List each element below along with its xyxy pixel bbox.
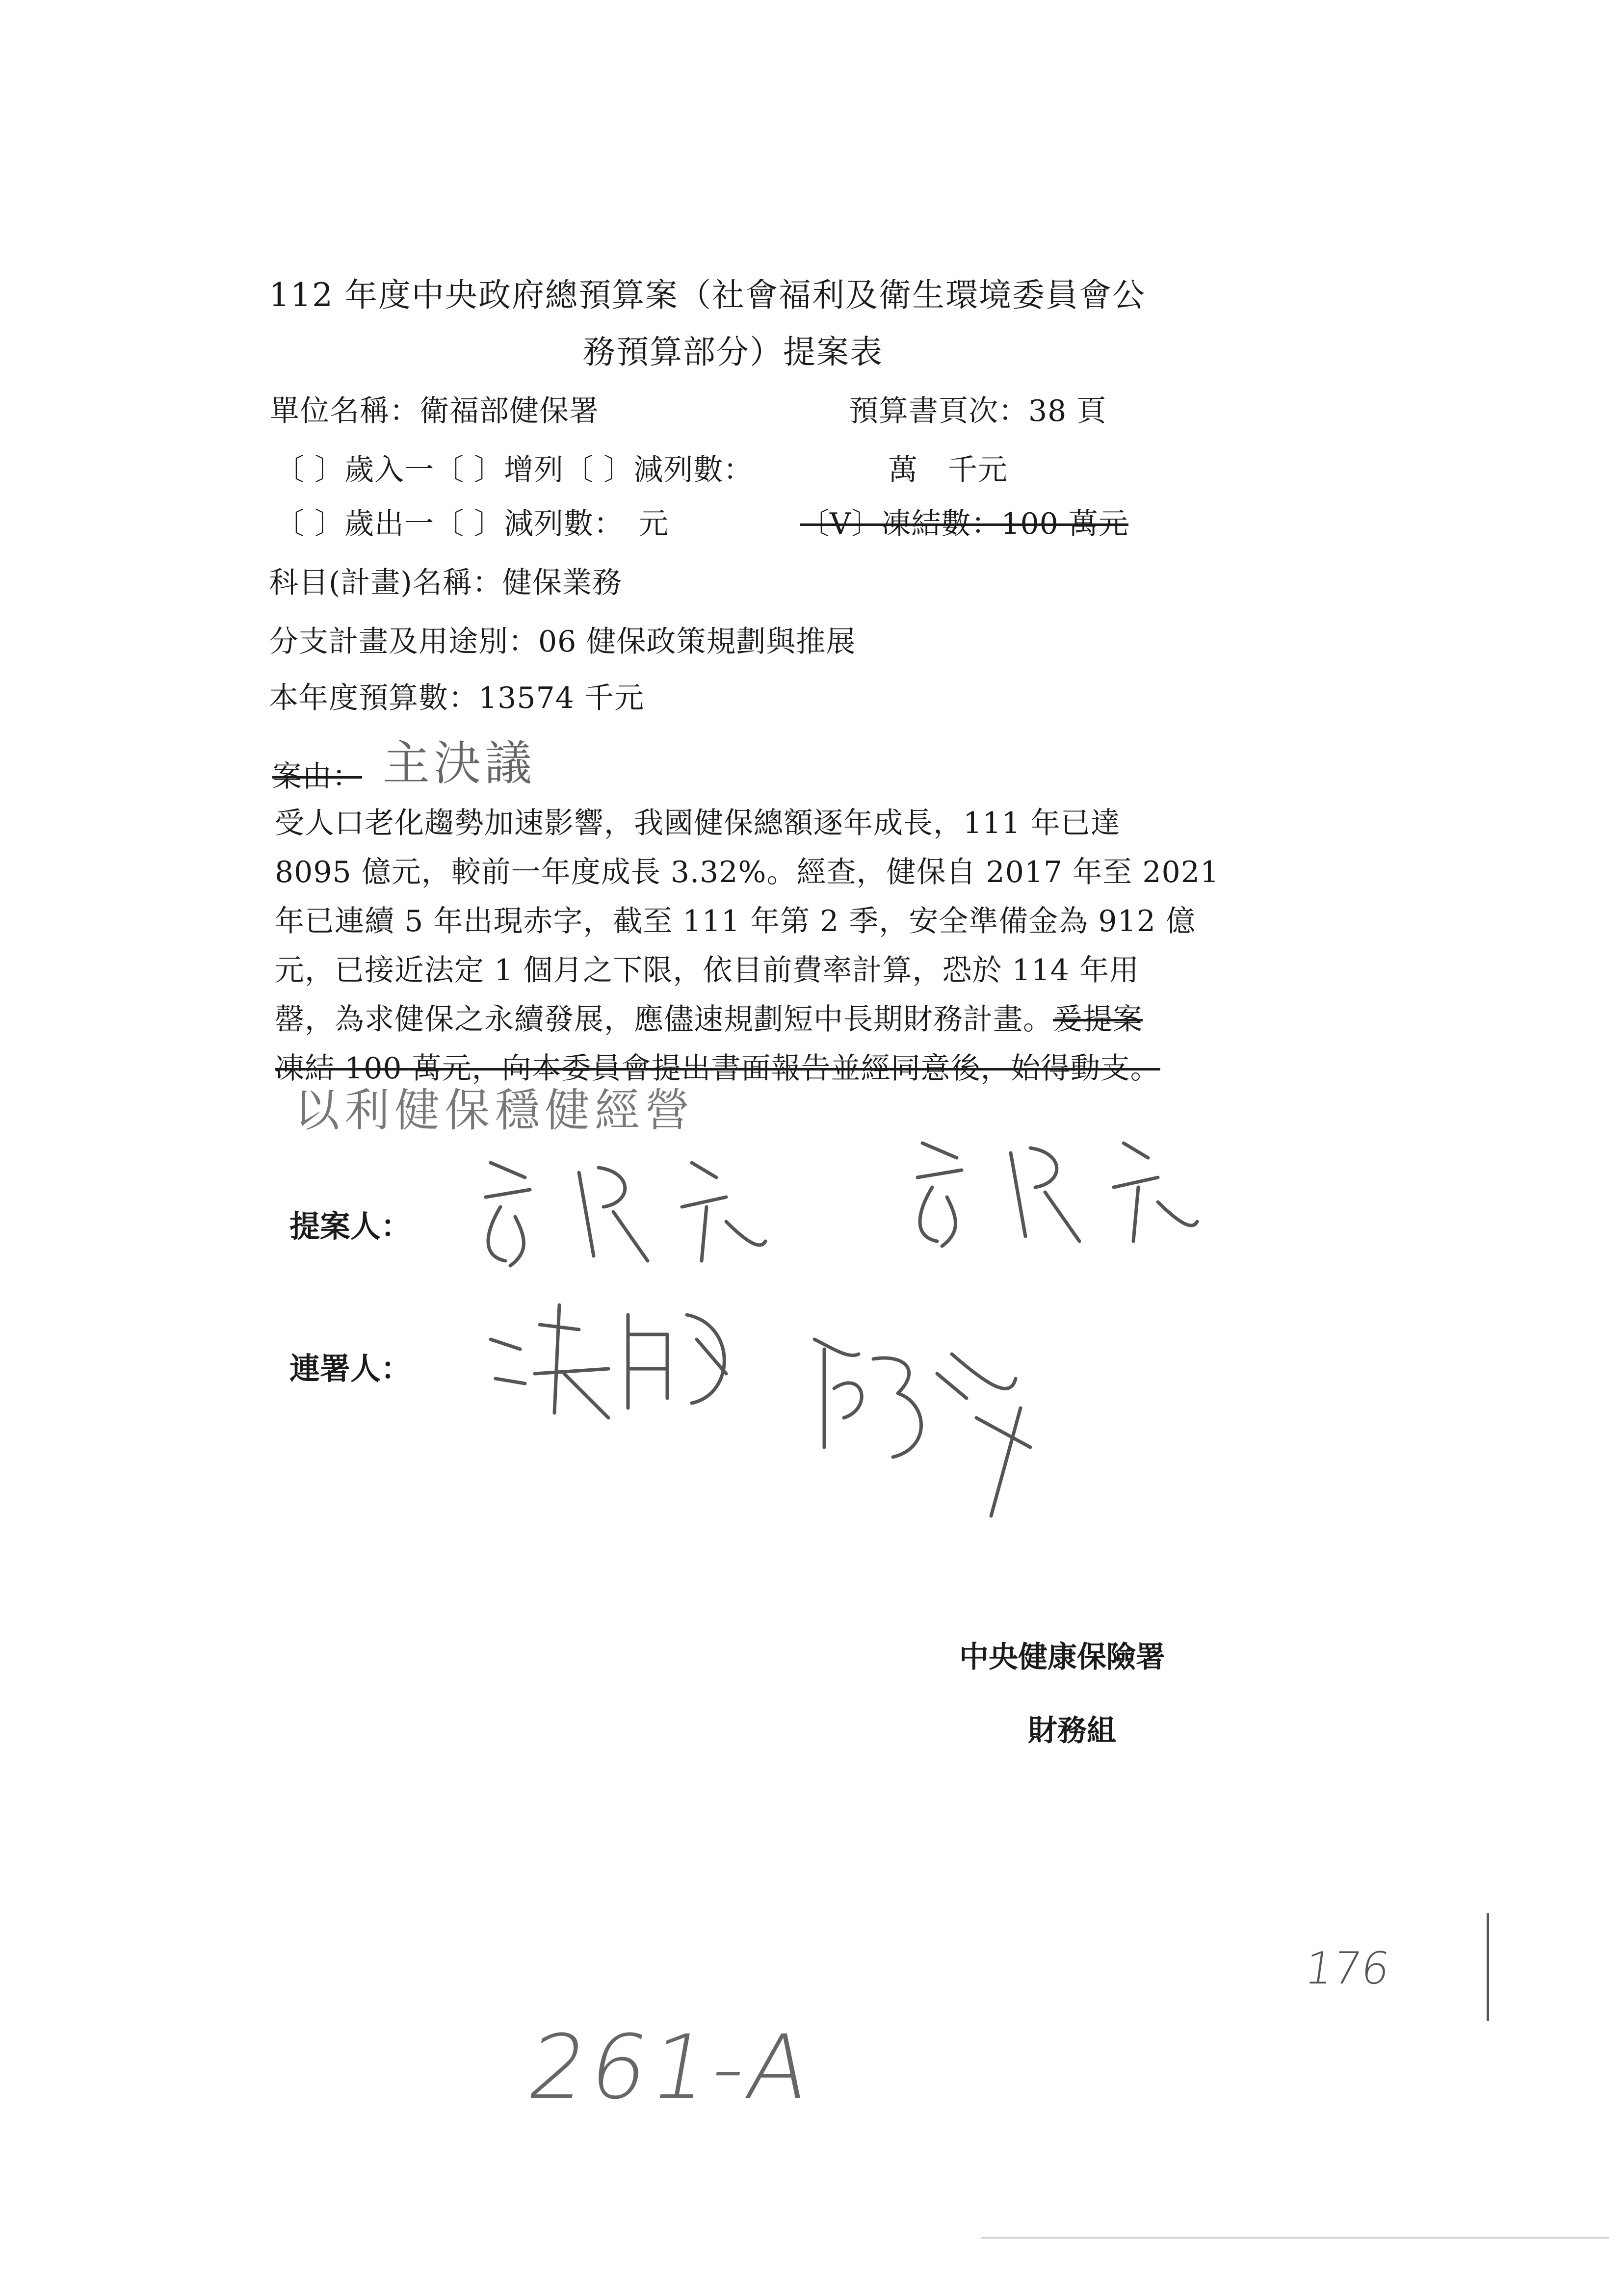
document-title-line2: 務預算部分）提案表 (583, 333, 883, 371)
scan-edge-line (981, 2237, 1609, 2239)
cosigner-signature-2 (805, 1320, 1060, 1516)
budget-amount-field: 本年度預算數：13574 千元 (269, 681, 644, 715)
reason-line-5 (275, 996, 1143, 1038)
reason-line-4: 元，已接近法定 1 個月之下限，依目前費率計算，恐於 114 年用 (275, 953, 1139, 988)
proposer-signature-1 (471, 1143, 775, 1271)
margin-mark (1487, 1913, 1489, 2021)
revenue-unit: 萬 千元 (888, 453, 1008, 487)
subject-field: 科目(計畫)名稱：健保業務 (269, 566, 622, 600)
document-title-line1: 112 年度中央政府總預算案（社會福利及衛生環境委員會公 (269, 276, 1146, 314)
handwritten-addition: 以利健保穩健經營 (294, 1084, 695, 1137)
handwritten-doc-code: 261-A (521, 2016, 823, 2119)
revenue-field: 〔 〕歲入一〔 〕增列〔 〕減列數： (275, 453, 754, 487)
expenditure-field: 〔 〕歲出一〔 〕減列數： 元 (275, 507, 669, 541)
proposer-label: 提案人： (289, 1208, 412, 1244)
reason-label-struck: 案由： (272, 759, 362, 794)
cosigner-label: 連署人： (289, 1351, 412, 1386)
sub-plan-field: 分支計畫及用途別：06 健保政策規劃與推展 (269, 625, 856, 659)
footer-organization: 中央健康保險署 (959, 1640, 1165, 1674)
reason-line-5-text: 罄，為求健保之永續發展，應儘速規劃短中長期財務計畫。 (275, 1002, 1053, 1037)
handwritten-page-number: 176 (1301, 1943, 1393, 1994)
budget-page-field: 預算書頁次：38 頁 (849, 394, 1107, 428)
unit-name-field: 單位名稱：衛福部健保署 (270, 394, 599, 428)
reason-line-5-struck: 爰提案 (1053, 1002, 1143, 1037)
reason-line-1: 受人口老化趨勢加速影響，我國健保總額逐年成長，111 年已達 (275, 806, 1121, 840)
reason-line-6-struck: 凍結 100 萬元，向本委員會提出書面報告並經同意後，始得動支。 (275, 1051, 1160, 1086)
cosigner-signature-1 (481, 1295, 756, 1423)
freeze-amount-struck: 〔V〕凍結數：100 萬元 (800, 507, 1128, 541)
reason-line-3: 年已連續 5 年出現赤字，截至 111 年第 2 季，安全準備金為 912 億 (275, 904, 1196, 939)
handwritten-main-resolution: 主決議 (383, 736, 536, 791)
footer-department: 財務組 (1028, 1714, 1116, 1748)
proposer-signature-2 (903, 1123, 1207, 1251)
reason-line-2: 8095 億元，較前一年度成長 3.32%。經查，健保自 2017 年至 2021 (275, 855, 1220, 889)
